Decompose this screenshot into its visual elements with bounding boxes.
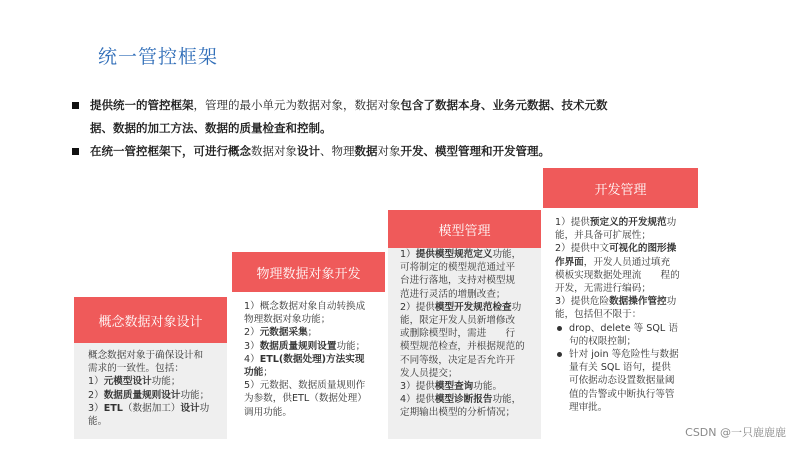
text-run: 功能。 (473, 381, 503, 393)
bold-text: 数据质量规则设置 (259, 340, 337, 352)
text-run: 句的权限控制； (569, 335, 637, 347)
stage-body (74, 343, 227, 439)
bold-text: 元数据采集 (259, 327, 308, 339)
text-line (400, 248, 534, 261)
text-line (244, 406, 378, 419)
bullet-list (72, 94, 732, 163)
text-run: 功能； (336, 340, 366, 352)
text-run: 理审批。 (569, 401, 608, 413)
bold-text: 包含了数据本身、业务元数据、技术元数 (400, 98, 608, 112)
bold-text: 可视化的图形操 (609, 243, 677, 255)
bold-text: 元模型设计 (103, 376, 152, 388)
text-run: 可依据动态设置数据量阈 (569, 375, 675, 387)
bold-text: 提供统一的管控框架 (90, 98, 194, 112)
text-run: 4） (244, 353, 260, 365)
list-item (555, 388, 695, 401)
text-line (244, 340, 378, 353)
text-run: 功 (666, 296, 677, 308)
stage-body (543, 208, 698, 439)
text-line (555, 295, 695, 308)
stage-content (244, 300, 378, 419)
bold-text: 提供模型规范定义 (415, 249, 493, 260)
watermark: CSDN @一只鹿鹿鹿 (685, 426, 786, 439)
stage-development-management (543, 168, 698, 439)
text-run: 功 (511, 301, 522, 313)
bullet-line (90, 117, 732, 140)
bold-text: 开发、模型管理和开发管理。 (400, 144, 550, 158)
page-title: 统一管控框架 (98, 46, 219, 68)
text-run: 4）提供 (400, 394, 435, 406)
text-run: 模型规范检查，并根据规范的 (400, 341, 525, 353)
text-line (400, 274, 534, 287)
text-line (244, 326, 378, 339)
stage-header: 物理数据对象开发 (232, 252, 385, 292)
text-line (244, 366, 378, 379)
text-line (88, 415, 218, 428)
text-line (244, 353, 378, 366)
text-line (400, 393, 534, 406)
bold-text: ETL(数据处理)方法实现 (259, 353, 365, 365)
text-line (244, 392, 378, 405)
text-run: 能，限定开发人员新增修改 (400, 315, 516, 327)
bold-text: 在统一管控框架下，可进行 (90, 144, 228, 158)
text-run: 台进行落地，支持对模型规 (400, 275, 516, 287)
text-line (555, 269, 695, 282)
text-line (88, 402, 218, 415)
text-line (88, 362, 218, 375)
text-run: 为参数，供ETL（数据处理） (244, 393, 367, 405)
bullet-square-icon (72, 148, 79, 155)
bold-text: 数据 (354, 144, 378, 158)
bold-text: 作界面 (555, 256, 584, 268)
text-line (244, 379, 378, 392)
text-line (555, 216, 695, 229)
bold-text: ETL (103, 402, 123, 414)
text-line (400, 367, 534, 380)
text-line (555, 256, 695, 269)
bold-text: 数据操作管控 (609, 296, 667, 308)
stage-content (555, 216, 695, 414)
text-run: 1） (88, 376, 104, 388)
text-run: 2） (88, 389, 104, 401)
list-item (555, 348, 695, 361)
stage-body (232, 292, 385, 439)
bold-text: 据、数据的加工方法、数据的质量检查和控制。 (90, 121, 332, 135)
list-item (555, 335, 695, 348)
text-run: 概念数据对象于确保设计和 (88, 350, 204, 361)
bullet-line (90, 94, 732, 117)
text-run: 2） (244, 327, 260, 339)
text-run: 开发，无需进行编码； (555, 283, 651, 295)
text-run: 功能； (151, 376, 181, 388)
text-line (400, 314, 534, 327)
stage-header: 概念数据对象设计 (74, 297, 227, 343)
text-run: 发人员提交； (400, 367, 458, 379)
bold-text: 数据质量规则设计 (103, 389, 181, 401)
list-item (555, 322, 695, 335)
text-line (555, 282, 695, 295)
stage-content (400, 248, 534, 420)
text-run: 对象 (377, 144, 401, 158)
stage-header: 模型管理 (388, 210, 541, 248)
text-run: 或删除模型时，需进 行 (400, 328, 516, 340)
bullet-dot-icon (557, 326, 562, 331)
text-run: 不同等级，决定是否允许开 (400, 354, 516, 366)
text-run: ； (263, 367, 273, 379)
text-line (88, 349, 218, 362)
text-run: 3）提供危险 (555, 296, 610, 308)
text-run: 、物理 (320, 144, 355, 158)
list-item (555, 361, 695, 374)
text-line (555, 242, 695, 255)
text-run: 调用功能。 (244, 406, 292, 418)
text-line (555, 308, 695, 321)
text-run: 功 (199, 402, 210, 414)
text-run: 功能， (492, 249, 522, 260)
text-run: 1）提供 (555, 217, 590, 228)
text-run: drop、delete 等 SQL 语 (569, 322, 678, 334)
text-run: 3） (244, 340, 260, 352)
text-run: ； (307, 327, 318, 339)
text-line (88, 375, 218, 388)
stage-content (88, 349, 218, 428)
text-run: 需求的一致性。包括： (88, 363, 184, 375)
text-run: 定期输出模型的分析情况； (400, 407, 516, 419)
bullet-line (90, 140, 732, 163)
bold-text: 概念 (228, 144, 251, 158)
stage-model-management (388, 210, 541, 439)
stage-concept-design (74, 297, 227, 439)
text-run: 2）提供中文 (555, 243, 610, 255)
bold-text: 模型诊断报告 (434, 394, 493, 406)
bullet-square-icon (72, 102, 79, 109)
text-run: 能，并具备可扩展性； (555, 230, 651, 242)
text-run: 数据对象 (251, 144, 297, 158)
bullet-dot-icon (557, 352, 562, 357)
text-run: 1）概念数据对象自动转换成 (244, 301, 366, 312)
text-run: 2）提供 (400, 301, 435, 313)
stage-body (388, 248, 541, 439)
text-run: 模板实现数据处理流 程的 (555, 269, 680, 281)
text-line (400, 327, 534, 340)
list-item (555, 374, 695, 387)
text-line (244, 300, 378, 313)
text-run: 1） (400, 249, 416, 260)
bullet-item-framework (72, 94, 732, 140)
text-run: ，开发人员通过填充 (583, 256, 671, 268)
text-run: 3）提供 (400, 381, 435, 393)
bullet-item-capabilities (72, 140, 732, 163)
bold-text: 功能 (244, 367, 264, 379)
text-line (400, 406, 534, 419)
text-run: ，管理的最小单元为数据对象，数据对象 (193, 98, 401, 112)
text-run: 针对 join 等危险性与数据 (569, 349, 679, 361)
list-item (555, 401, 695, 414)
bold-text: 设计 (297, 144, 320, 158)
text-line (400, 288, 534, 301)
text-line (244, 313, 378, 326)
text-run: 量有关 SQL 语句，提供 (569, 362, 671, 374)
text-run: 范进行灵活的增删改查； (400, 288, 506, 300)
text-run: （数据加工） (122, 402, 181, 414)
bold-text: 模型开发规范检查 (434, 301, 512, 313)
text-line (400, 354, 534, 367)
text-run: 能。 (88, 416, 108, 428)
bold-text: 设计 (180, 402, 200, 414)
stage-physical-development (232, 252, 385, 439)
text-run: 可将制定的模型规范通过平 (400, 262, 516, 274)
text-run: 功能， (492, 394, 522, 406)
text-line (400, 340, 534, 353)
text-run: 3） (88, 402, 104, 414)
text-run: 功 (666, 217, 677, 228)
text-line (400, 261, 534, 274)
text-line (555, 229, 695, 242)
text-line (400, 380, 534, 393)
text-line (88, 389, 218, 402)
bold-text: 模型查询 (434, 381, 474, 393)
text-run: 物理数据对象功能； (244, 314, 331, 326)
text-run: 值的告警或中断执行等管 (569, 388, 675, 400)
text-run: 能，包括但不限于： (555, 309, 642, 321)
stage-header: 开发管理 (543, 168, 698, 208)
text-line (400, 301, 534, 314)
bold-text: 预定义的开发规范 (589, 217, 667, 228)
text-run: 功能； (180, 389, 210, 401)
text-run: 5）元数据、数据质量规则作 (244, 380, 366, 392)
